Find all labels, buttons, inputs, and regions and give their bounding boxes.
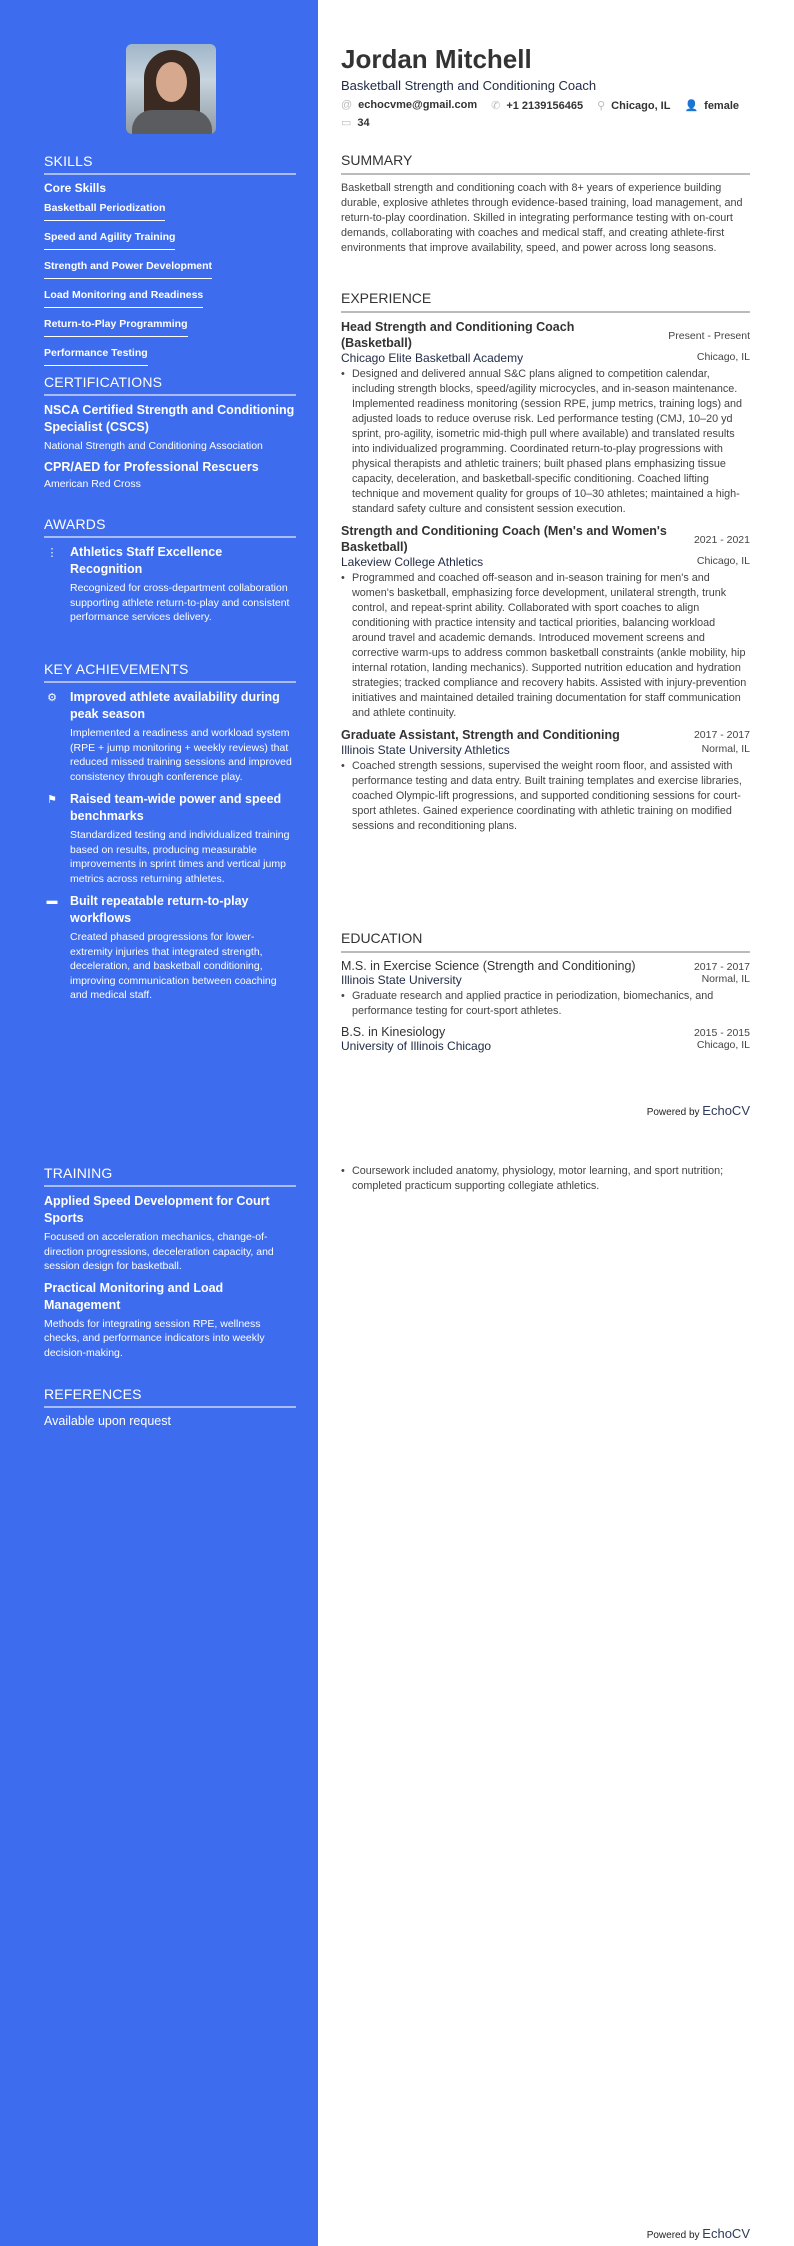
achievements-section: [44, 661, 296, 1010]
email[interactable]: echocvme@gmail.com: [358, 99, 478, 111]
references-section: [44, 1386, 296, 1428]
job-location: Normal, IL: [701, 743, 750, 755]
edu-dates: 2017 - 2017: [693, 961, 750, 973]
card-icon: ▬: [46, 895, 58, 907]
experience-item: [341, 319, 750, 517]
section-heading: KEY ACHIEVEMENTS: [44, 661, 296, 683]
skill-item: Load Monitoring and Readiness: [44, 289, 203, 308]
skill-item: Basketball Periodization: [44, 202, 165, 221]
skill-list: [44, 198, 296, 372]
location-icon: ⚲: [597, 100, 606, 112]
achievement-desc: Standardized testing and individualized training based on results, producing measurable improvements in sprint times and vertical jump metrics across returning athletes.: [70, 829, 290, 885]
job-title: Graduate Assistant, Strength and Conditioning: [341, 728, 620, 742]
skill-item: Return-to-Play Programming: [44, 318, 188, 337]
company: Chicago Elite Basketball Academy: [341, 351, 524, 365]
section-heading: EXPERIENCE: [341, 290, 750, 313]
job-dates: 2017 - 2017: [693, 729, 750, 741]
experience-item: [341, 727, 750, 834]
phone[interactable]: +1 2139156465: [506, 100, 584, 112]
education-item: [341, 959, 750, 1019]
section-heading: SKILLS: [44, 153, 296, 175]
powered-by: [647, 2226, 750, 2241]
job-bullet: • Designed and delivered annual S&C plans aligned to competition calendar, including strength blocks, speed/agility microcycles, and in-season maintenance. Implemented readiness monitoring (session RPE, jump metrics, training logs) and adjusted loads to reduce overuse risk. Led performance testing (CMJ, 10–20 yd sprint, pro-agility, isometric mid-thigh pull where available) and translated results into individualized programming. Coordinated return-to-play progressions with physical therapists and athletic trainers; built phased plans emphasizing tissue capacity, deceleration, and basketball-specific conditioning. Coached lifting technique and movement quality for groups of 10–30 athletes; maintained a high-standard safety culture and consistent session execution.: [341, 367, 750, 517]
training-desc: Focused on acceleration mechanics, change-of-direction progressions, deceleration capacity, and session design for basketball.: [44, 1231, 274, 1272]
references-text: Available upon request: [44, 1414, 171, 1428]
training-title: Applied Speed Development for Court Sports: [44, 1194, 270, 1225]
section-heading: REFERENCES: [44, 1386, 296, 1408]
edu-location: Normal, IL: [701, 973, 750, 985]
powered-label: Powered by: [646, 1107, 700, 1118]
section-heading: EDUCATION: [341, 930, 750, 953]
education-continued: [341, 1162, 750, 1194]
skill-item: Strength and Power Development: [44, 260, 212, 279]
section-heading: TRAINING: [44, 1165, 296, 1187]
at-icon: @: [341, 99, 353, 111]
job-dates: 2021 - 2021: [693, 534, 750, 546]
training-section: [44, 1165, 296, 1360]
powered-label: Powered by: [646, 2230, 700, 2241]
skills-section: [44, 153, 296, 372]
achievement-title: Improved athlete availability during peak season: [70, 690, 280, 721]
edu-dates: 2015 - 2015: [693, 1027, 750, 1039]
achievement-title: Built repeatable return-to-play workflows: [70, 894, 249, 925]
section-heading: AWARDS: [44, 516, 296, 538]
calendar-icon: ▭: [341, 117, 352, 129]
job-bullet: • Coached strength sessions, supervised the weight room floor, and assisted with performance testing and data entry. Built training templates and exercise libraries, coached Olympic-lift progressions, and supported conditioning sessions for court-sport athletes. Gained experience coordinating with athletic training on modified sessions and reconditioning plans.: [341, 759, 750, 834]
training-title: Practical Monitoring and Load Management: [44, 1280, 224, 1312]
achievement-desc: Implemented a readiness and workload system (RPE + jump monitoring + weekly reviews) that reduced missed training sessions and improved consistency through conference play.: [70, 727, 292, 783]
job-bullet: • Programmed and coached off-season and in-season training for men's and women's basketball, emphasizing force development, unilateral strength, trunk control, and repeat-sprint ability. Collaborated with sport coaches to align conditioning with practice intensity and tactical priorities, balancing workload around travel and academic demands. Introduced movement screens and corrective warm-ups to address common basketball constraints (ankle mobility, hip internal rotation, landing mechanics). Supported nutrition education and hydration strategies; tracked compliance and recovery habits. Assisted with injury-prevention initiatives and maintained detailed training documentation for staff communication and athlete continuity.: [341, 571, 750, 721]
education-item: [341, 1025, 750, 1053]
flag-off-icon: ⚑: [47, 794, 57, 806]
job-title: Strength and Conditioning Coach (Men's and Women's Basketball): [341, 524, 667, 554]
skill-group: Core Skills: [44, 181, 107, 195]
brand-link[interactable]: EchoCV: [702, 2226, 750, 2241]
badge-icon: ⚙: [47, 692, 57, 704]
location: Chicago, IL: [611, 100, 671, 112]
achievement-item: [44, 893, 296, 1003]
gender: female: [704, 100, 740, 112]
edu-bullet: • Graduate research and applied practice in periodization, biomechanics, and performance testing for court-sport athletes.: [341, 989, 750, 1019]
school: Illinois State University: [341, 973, 462, 987]
phone-icon: ✆: [491, 100, 501, 112]
job-title: Head Strength and Conditioning Coach (Basketball): [341, 320, 575, 350]
person-icon: 👤: [684, 100, 699, 112]
experience-section: [341, 290, 750, 834]
powered-by: [647, 1103, 750, 1118]
achievement-item: [44, 689, 296, 784]
edu-bullet: • Coursework included anatomy, physiology, motor learning, and sport nutrition; completed practicum supporting collegiate athletics.: [341, 1164, 750, 1194]
section-heading: SUMMARY: [341, 152, 750, 175]
school: University of Illinois Chicago: [341, 1039, 492, 1053]
job-location: Chicago, IL: [696, 351, 750, 363]
award-item: [44, 544, 296, 625]
job-dates: Present - Present: [668, 330, 750, 342]
cert-issuer: National Strength and Conditioning Association: [44, 440, 263, 452]
edu-location: Chicago, IL: [696, 1039, 750, 1051]
company: Lakeview College Athletics: [341, 555, 484, 569]
achievement-title: Raised team-wide power and speed benchmarks: [70, 792, 282, 823]
cert-name: CPR/AED for Professional Rescuers: [44, 459, 259, 474]
skill-item: Speed and Agility Training: [44, 231, 175, 250]
degree: B.S. in Kinesiology: [341, 1025, 446, 1039]
more-vertical-icon: ⋮: [46, 547, 58, 559]
achievement-item: [44, 791, 296, 886]
skill-item: Performance Testing: [44, 347, 148, 366]
company: Illinois State University Athletics: [341, 743, 510, 757]
experience-item: [341, 523, 750, 721]
age: 34: [357, 117, 370, 129]
section-heading: CERTIFICATIONS: [44, 374, 296, 396]
job-title: Basketball Strength and Conditioning Coach: [341, 78, 597, 93]
brand-link[interactable]: EchoCV: [702, 1103, 750, 1118]
awards-section: [44, 516, 296, 632]
cert-issuer: American Red Cross: [44, 477, 141, 490]
certifications-section: [44, 374, 296, 491]
award-title: Athletics Staff Excellence Recognition: [70, 545, 223, 576]
award-desc: Recognized for cross-department collaboration supporting athlete return-to-play and consistent performance services delivery.: [70, 582, 290, 623]
degree: M.S. in Exercise Science (Strength and Conditioning): [341, 959, 636, 973]
header: [341, 44, 750, 129]
candidate-name: Jordan Mitchell: [341, 44, 532, 74]
profile-photo: [126, 44, 216, 134]
job-location: Chicago, IL: [696, 555, 750, 567]
summary-section: [341, 152, 750, 256]
contact-info: [341, 99, 750, 129]
training-desc: Methods for integrating session RPE, wellness checks, and performance indicators into weekly decision-making.: [44, 1317, 265, 1359]
cert-name: NSCA Certified Strength and Conditioning Specialist (CSCS): [44, 403, 295, 434]
achievement-desc: Created phased progressions for lower-extremity injuries that integrated strength, deceleration, and basketball conditioning, improving communication between coaching and medical staff.: [70, 931, 277, 1001]
education-section: [341, 930, 750, 1053]
summary-text: Basketball strength and conditioning coach with 8+ years of experience building durable, explosive athletes through evidence-based training, load management, and return-to-play coordination. Skilled in integrating performance testing with on-court demands, collaborating with coaches and medical staff, and creating athlete-first environments that improve availability, speed, and power across long seasons.: [341, 182, 743, 254]
